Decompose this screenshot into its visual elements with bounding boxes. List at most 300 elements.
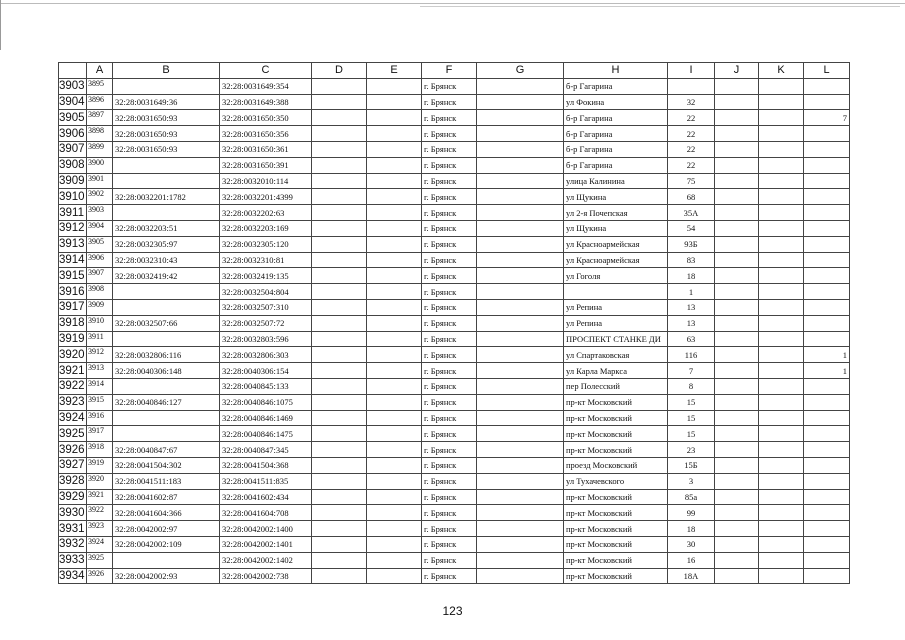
cell-b[interactable]: [113, 552, 220, 568]
cell-k[interactable]: [759, 521, 804, 537]
cell-a[interactable]: 3911: [87, 331, 113, 347]
cell-b[interactable]: [113, 284, 220, 300]
cell-b[interactable]: [113, 299, 220, 315]
cell-c[interactable]: 32:28:0032201:4399: [220, 189, 312, 205]
cell-c[interactable]: 32:28:0032010:114: [220, 173, 312, 189]
cell-e[interactable]: [367, 521, 422, 537]
cell-a[interactable]: 3923: [87, 521, 113, 537]
cell-b[interactable]: 32:28:0032305:97: [113, 236, 220, 252]
cell-b[interactable]: 32:28:0040306:148: [113, 363, 220, 379]
row-number[interactable]: 3916: [59, 285, 85, 298]
cell-k[interactable]: [759, 457, 804, 473]
cell-i[interactable]: 99: [668, 505, 715, 521]
cell-e[interactable]: [367, 331, 422, 347]
cell-c[interactable]: 32:28:0032507:72: [220, 315, 312, 331]
cell-d[interactable]: [312, 378, 367, 394]
cell-f[interactable]: г. Брянск: [422, 94, 477, 110]
row-number[interactable]: 3915: [59, 269, 85, 282]
cell-f[interactable]: г. Брянск: [422, 426, 477, 442]
cell-a[interactable]: 3921: [87, 489, 113, 505]
cell-k[interactable]: [759, 426, 804, 442]
cell-a[interactable]: 3905: [87, 236, 113, 252]
cell-l[interactable]: [804, 331, 850, 347]
cell-j[interactable]: [715, 489, 759, 505]
cell-k[interactable]: [759, 284, 804, 300]
cell-g[interactable]: [477, 141, 564, 157]
row-number[interactable]: 3912: [59, 222, 85, 235]
cell-b[interactable]: 32:28:0032201:1782: [113, 189, 220, 205]
cell-i[interactable]: 63: [668, 331, 715, 347]
cell-k[interactable]: [759, 268, 804, 284]
cell-l[interactable]: [804, 378, 850, 394]
cell-c[interactable]: 32:28:0031649:354: [220, 78, 312, 94]
cell-f[interactable]: г. Брянск: [422, 110, 477, 126]
cell-l[interactable]: [804, 552, 850, 568]
cell-f[interactable]: г. Брянск: [422, 157, 477, 173]
cell-j[interactable]: [715, 141, 759, 157]
cell-e[interactable]: [367, 363, 422, 379]
cell-f[interactable]: г. Брянск: [422, 284, 477, 300]
cell-d[interactable]: [312, 94, 367, 110]
cell-k[interactable]: [759, 189, 804, 205]
cell-a[interactable]: 3913: [87, 363, 113, 379]
cell-b[interactable]: [113, 157, 220, 173]
cell-l[interactable]: [804, 457, 850, 473]
cell-i[interactable]: 3: [668, 473, 715, 489]
cell-d[interactable]: [312, 299, 367, 315]
cell-f[interactable]: г. Брянск: [422, 315, 477, 331]
cell-h[interactable]: ул Гоголя: [564, 268, 668, 284]
row-number[interactable]: 3930: [59, 506, 85, 519]
cell-h[interactable]: ул Красноармейская: [564, 252, 668, 268]
cell-i[interactable]: 30: [668, 536, 715, 552]
cell-j[interactable]: [715, 331, 759, 347]
cell-h[interactable]: пр-кт Московский: [564, 442, 668, 458]
cell-b[interactable]: 32:28:0042002:93: [113, 568, 220, 584]
cell-f[interactable]: г. Брянск: [422, 536, 477, 552]
cell-j[interactable]: [715, 284, 759, 300]
cell-g[interactable]: [477, 363, 564, 379]
row-number[interactable]: 3919: [59, 332, 85, 345]
cell-i[interactable]: 54: [668, 220, 715, 236]
column-header-d[interactable]: D: [312, 63, 367, 79]
cell-j[interactable]: [715, 363, 759, 379]
cell-g[interactable]: [477, 189, 564, 205]
cell-d[interactable]: [312, 363, 367, 379]
cell-l[interactable]: [804, 126, 850, 142]
cell-l[interactable]: [804, 78, 850, 94]
cell-e[interactable]: [367, 205, 422, 221]
cell-i[interactable]: 13: [668, 299, 715, 315]
cell-b[interactable]: 32:28:0041604:366: [113, 505, 220, 521]
cell-d[interactable]: [312, 410, 367, 426]
cell-f[interactable]: г. Брянск: [422, 363, 477, 379]
cell-e[interactable]: [367, 505, 422, 521]
cell-j[interactable]: [715, 473, 759, 489]
cell-l[interactable]: [804, 442, 850, 458]
row-number[interactable]: 3928: [59, 475, 85, 488]
cell-a[interactable]: 3920: [87, 473, 113, 489]
cell-b[interactable]: 32:28:0040847:67: [113, 442, 220, 458]
cell-j[interactable]: [715, 299, 759, 315]
cell-f[interactable]: г. Брянск: [422, 141, 477, 157]
cell-c[interactable]: 32:28:0042002:1401: [220, 536, 312, 552]
cell-g[interactable]: [477, 126, 564, 142]
cell-f[interactable]: г. Брянск: [422, 521, 477, 537]
cell-i[interactable]: 15: [668, 394, 715, 410]
cell-b[interactable]: [113, 331, 220, 347]
cell-g[interactable]: [477, 284, 564, 300]
cell-b[interactable]: 32:28:0042002:109: [113, 536, 220, 552]
cell-f[interactable]: г. Брянск: [422, 505, 477, 521]
cell-k[interactable]: [759, 141, 804, 157]
cell-b[interactable]: 32:28:0041504:302: [113, 457, 220, 473]
cell-h[interactable]: ул Красноармейская: [564, 236, 668, 252]
cell-g[interactable]: [477, 236, 564, 252]
cell-h[interactable]: пр-кт Московский: [564, 394, 668, 410]
cell-k[interactable]: [759, 220, 804, 236]
cell-b[interactable]: [113, 378, 220, 394]
cell-h[interactable]: б-р Гагарина: [564, 110, 668, 126]
cell-h[interactable]: б-р Гагарина: [564, 78, 668, 94]
cell-a[interactable]: 3910: [87, 315, 113, 331]
cell-b[interactable]: [113, 78, 220, 94]
cell-e[interactable]: [367, 299, 422, 315]
cell-h[interactable]: пр-кт Московский: [564, 552, 668, 568]
cell-g[interactable]: [477, 252, 564, 268]
cell-j[interactable]: [715, 410, 759, 426]
cell-a[interactable]: 3917: [87, 426, 113, 442]
cell-g[interactable]: [477, 473, 564, 489]
cell-c[interactable]: 32:28:0041504:368: [220, 457, 312, 473]
cell-g[interactable]: [477, 521, 564, 537]
cell-a[interactable]: 3914: [87, 378, 113, 394]
cell-i[interactable]: 83: [668, 252, 715, 268]
cell-a[interactable]: 3912: [87, 347, 113, 363]
cell-e[interactable]: [367, 268, 422, 284]
cell-k[interactable]: [759, 505, 804, 521]
row-number[interactable]: 3904: [59, 95, 85, 108]
cell-h[interactable]: пр-кт Московский: [564, 410, 668, 426]
cell-b[interactable]: 32:28:0042002:97: [113, 521, 220, 537]
cell-c[interactable]: 32:28:0041511:835: [220, 473, 312, 489]
cell-f[interactable]: г. Брянск: [422, 473, 477, 489]
cell-f[interactable]: г. Брянск: [422, 378, 477, 394]
cell-d[interactable]: [312, 457, 367, 473]
cell-d[interactable]: [312, 189, 367, 205]
cell-c[interactable]: 32:28:0031649:388: [220, 94, 312, 110]
cell-d[interactable]: [312, 331, 367, 347]
cell-a[interactable]: 3916: [87, 410, 113, 426]
cell-e[interactable]: [367, 110, 422, 126]
cell-l[interactable]: [804, 236, 850, 252]
cell-h[interactable]: пр-кт Московский: [564, 426, 668, 442]
cell-j[interactable]: [715, 426, 759, 442]
cell-l[interactable]: 1: [804, 363, 850, 379]
cell-k[interactable]: [759, 552, 804, 568]
cell-g[interactable]: [477, 426, 564, 442]
cell-i[interactable]: 75: [668, 173, 715, 189]
row-number[interactable]: 3906: [59, 127, 85, 140]
cell-g[interactable]: [477, 552, 564, 568]
row-number[interactable]: 3913: [59, 238, 85, 251]
cell-a[interactable]: 3909: [87, 299, 113, 315]
cell-d[interactable]: [312, 268, 367, 284]
cell-c[interactable]: 32:28:0040846:1475: [220, 426, 312, 442]
cell-f[interactable]: г. Брянск: [422, 236, 477, 252]
cell-f[interactable]: г. Брянск: [422, 394, 477, 410]
cell-l[interactable]: 1: [804, 347, 850, 363]
cell-c[interactable]: 32:28:0032803:596: [220, 331, 312, 347]
row-number[interactable]: 3905: [59, 111, 85, 124]
cell-l[interactable]: [804, 410, 850, 426]
cell-l[interactable]: [804, 315, 850, 331]
cell-d[interactable]: [312, 220, 367, 236]
cell-j[interactable]: [715, 94, 759, 110]
row-number[interactable]: 3907: [59, 143, 85, 156]
cell-i[interactable]: 15: [668, 426, 715, 442]
row-number[interactable]: 3911: [59, 205, 87, 221]
cell-i[interactable]: 8: [668, 378, 715, 394]
cell-j[interactable]: [715, 157, 759, 173]
cell-c[interactable]: 32:28:0040845:133: [220, 378, 312, 394]
cell-i[interactable]: 22: [668, 110, 715, 126]
cell-i[interactable]: 18: [668, 268, 715, 284]
cell-c[interactable]: 32:28:0040306:154: [220, 363, 312, 379]
cell-h[interactable]: ул Карла Маркса: [564, 363, 668, 379]
row-number[interactable]: 3924: [59, 411, 85, 424]
column-header-a[interactable]: A: [87, 63, 113, 79]
cell-l[interactable]: [804, 157, 850, 173]
cell-e[interactable]: [367, 347, 422, 363]
cell-g[interactable]: [477, 410, 564, 426]
cell-g[interactable]: [477, 347, 564, 363]
cell-l[interactable]: [804, 252, 850, 268]
cell-k[interactable]: [759, 236, 804, 252]
cell-d[interactable]: [312, 473, 367, 489]
cell-i[interactable]: 15Б: [668, 457, 715, 473]
cell-h[interactable]: пер Полесский: [564, 378, 668, 394]
cell-g[interactable]: [477, 568, 564, 584]
cell-e[interactable]: [367, 378, 422, 394]
cell-e[interactable]: [367, 157, 422, 173]
cell-h[interactable]: ул Тухачевского: [564, 473, 668, 489]
cell-j[interactable]: [715, 110, 759, 126]
cell-h[interactable]: [564, 284, 668, 300]
column-header-f[interactable]: F: [422, 63, 477, 79]
cell-k[interactable]: [759, 473, 804, 489]
cell-f[interactable]: г. Брянск: [422, 489, 477, 505]
cell-i[interactable]: 22: [668, 141, 715, 157]
cell-k[interactable]: [759, 78, 804, 94]
cell-j[interactable]: [715, 442, 759, 458]
row-number[interactable]: 3918: [59, 317, 85, 330]
cell-l[interactable]: [804, 299, 850, 315]
cell-e[interactable]: [367, 552, 422, 568]
cell-c[interactable]: 32:28:0040847:345: [220, 442, 312, 458]
corner-header[interactable]: [59, 63, 87, 79]
cell-g[interactable]: [477, 442, 564, 458]
cell-a[interactable]: 3902: [87, 189, 113, 205]
row-number[interactable]: 3925: [59, 427, 85, 440]
cell-j[interactable]: [715, 268, 759, 284]
cell-d[interactable]: [312, 521, 367, 537]
cell-e[interactable]: [367, 568, 422, 584]
row-number[interactable]: 3908: [59, 159, 85, 172]
cell-f[interactable]: г. Брянск: [422, 173, 477, 189]
cell-b[interactable]: 32:28:0032310:43: [113, 252, 220, 268]
cell-l[interactable]: [804, 489, 850, 505]
cell-l[interactable]: [804, 173, 850, 189]
cell-d[interactable]: [312, 284, 367, 300]
column-header-l[interactable]: L: [804, 63, 850, 79]
cell-j[interactable]: [715, 536, 759, 552]
row-number[interactable]: 3931: [59, 522, 85, 535]
cell-c[interactable]: 32:28:0031650:356: [220, 126, 312, 142]
cell-d[interactable]: [312, 536, 367, 552]
cell-f[interactable]: г. Брянск: [422, 252, 477, 268]
cell-f[interactable]: г. Брянск: [422, 568, 477, 584]
cell-g[interactable]: [477, 299, 564, 315]
cell-h[interactable]: ул 2-я Почепская: [564, 205, 668, 221]
cell-d[interactable]: [312, 141, 367, 157]
cell-d[interactable]: [312, 568, 367, 584]
cell-h[interactable]: б-р Гагарина: [564, 141, 668, 157]
cell-i[interactable]: 18А: [668, 568, 715, 584]
row-number[interactable]: 3929: [59, 490, 85, 503]
cell-i[interactable]: 68: [668, 189, 715, 205]
cell-c[interactable]: 32:28:0031650:391: [220, 157, 312, 173]
cell-j[interactable]: [715, 205, 759, 221]
cell-f[interactable]: г. Брянск: [422, 347, 477, 363]
cell-k[interactable]: [759, 489, 804, 505]
cell-l[interactable]: [804, 141, 850, 157]
cell-l[interactable]: [804, 473, 850, 489]
cell-l[interactable]: [804, 394, 850, 410]
cell-i[interactable]: 23: [668, 442, 715, 458]
row-number[interactable]: 3922: [59, 380, 85, 393]
cell-k[interactable]: [759, 126, 804, 142]
cell-h[interactable]: ПРОСПЕКТ СТАНКЕ ДИ: [564, 331, 668, 347]
cell-k[interactable]: [759, 299, 804, 315]
cell-k[interactable]: [759, 315, 804, 331]
cell-e[interactable]: [367, 394, 422, 410]
cell-e[interactable]: [367, 426, 422, 442]
row-number[interactable]: 3920: [59, 348, 85, 361]
cell-b[interactable]: 32:28:0040846:127: [113, 394, 220, 410]
cell-g[interactable]: [477, 173, 564, 189]
cell-d[interactable]: [312, 489, 367, 505]
cell-d[interactable]: [312, 347, 367, 363]
row-number[interactable]: 3926: [59, 443, 85, 456]
cell-f[interactable]: г. Брянск: [422, 331, 477, 347]
cell-e[interactable]: [367, 94, 422, 110]
cell-k[interactable]: [759, 205, 804, 221]
cell-c[interactable]: 32:28:0032507:310: [220, 299, 312, 315]
cell-a[interactable]: 3924: [87, 536, 113, 552]
cell-h[interactable]: пр-кт Московский: [564, 505, 668, 521]
cell-h[interactable]: проезд Московский: [564, 457, 668, 473]
cell-g[interactable]: [477, 157, 564, 173]
cell-e[interactable]: [367, 536, 422, 552]
cell-k[interactable]: [759, 536, 804, 552]
cell-e[interactable]: [367, 236, 422, 252]
cell-b[interactable]: 32:28:0041602:87: [113, 489, 220, 505]
cell-i[interactable]: 35А: [668, 205, 715, 221]
cell-a[interactable]: 3897: [87, 110, 113, 126]
cell-l[interactable]: 7: [804, 110, 850, 126]
cell-h[interactable]: б-р Гагарина: [564, 126, 668, 142]
cell-l[interactable]: [804, 205, 850, 221]
cell-a[interactable]: 3908: [87, 284, 113, 300]
cell-c[interactable]: 32:28:0032305:120: [220, 236, 312, 252]
cell-j[interactable]: [715, 347, 759, 363]
cell-j[interactable]: [715, 552, 759, 568]
cell-a[interactable]: 3895: [87, 78, 113, 94]
cell-j[interactable]: [715, 521, 759, 537]
cell-d[interactable]: [312, 552, 367, 568]
cell-a[interactable]: 3901: [87, 173, 113, 189]
cell-a[interactable]: 3900: [87, 157, 113, 173]
cell-d[interactable]: [312, 426, 367, 442]
cell-j[interactable]: [715, 220, 759, 236]
cell-f[interactable]: г. Брянск: [422, 268, 477, 284]
cell-e[interactable]: [367, 220, 422, 236]
row-number[interactable]: 3932: [59, 538, 85, 551]
cell-k[interactable]: [759, 347, 804, 363]
column-header-j[interactable]: J: [715, 63, 759, 79]
column-header-i[interactable]: I: [668, 63, 715, 79]
cell-c[interactable]: 32:28:0040846:1469: [220, 410, 312, 426]
cell-a[interactable]: 3906: [87, 252, 113, 268]
cell-h[interactable]: ул Репина: [564, 315, 668, 331]
cell-b[interactable]: 32:28:0031649:36: [113, 94, 220, 110]
cell-b[interactable]: [113, 173, 220, 189]
cell-i[interactable]: 15: [668, 410, 715, 426]
cell-i[interactable]: 13: [668, 315, 715, 331]
cell-d[interactable]: [312, 157, 367, 173]
cell-c[interactable]: 32:28:0032202:63: [220, 205, 312, 221]
cell-k[interactable]: [759, 94, 804, 110]
cell-l[interactable]: [804, 568, 850, 584]
column-header-c[interactable]: C: [220, 63, 312, 79]
cell-a[interactable]: 3904: [87, 220, 113, 236]
cell-b[interactable]: [113, 410, 220, 426]
cell-l[interactable]: [804, 268, 850, 284]
cell-b[interactable]: 32:28:0032419:42: [113, 268, 220, 284]
cell-f[interactable]: г. Брянск: [422, 457, 477, 473]
cell-e[interactable]: [367, 252, 422, 268]
cell-f[interactable]: г. Брянск: [422, 126, 477, 142]
cell-e[interactable]: [367, 189, 422, 205]
cell-h[interactable]: пр-кт Московский: [564, 521, 668, 537]
cell-i[interactable]: 22: [668, 126, 715, 142]
cell-f[interactable]: г. Брянск: [422, 299, 477, 315]
cell-a[interactable]: 3903: [87, 205, 113, 221]
cell-j[interactable]: [715, 315, 759, 331]
cell-b[interactable]: 32:28:0031650:93: [113, 126, 220, 142]
cell-b[interactable]: 32:28:0031650:93: [113, 110, 220, 126]
column-header-b[interactable]: B: [113, 63, 220, 79]
row-number[interactable]: 3909: [59, 174, 85, 187]
cell-f[interactable]: г. Брянск: [422, 220, 477, 236]
cell-a[interactable]: 3899: [87, 141, 113, 157]
cell-f[interactable]: г. Брянск: [422, 78, 477, 94]
cell-i[interactable]: 22: [668, 157, 715, 173]
cell-i[interactable]: 85а: [668, 489, 715, 505]
cell-c[interactable]: 32:28:0032310:81: [220, 252, 312, 268]
cell-a[interactable]: 3925: [87, 552, 113, 568]
